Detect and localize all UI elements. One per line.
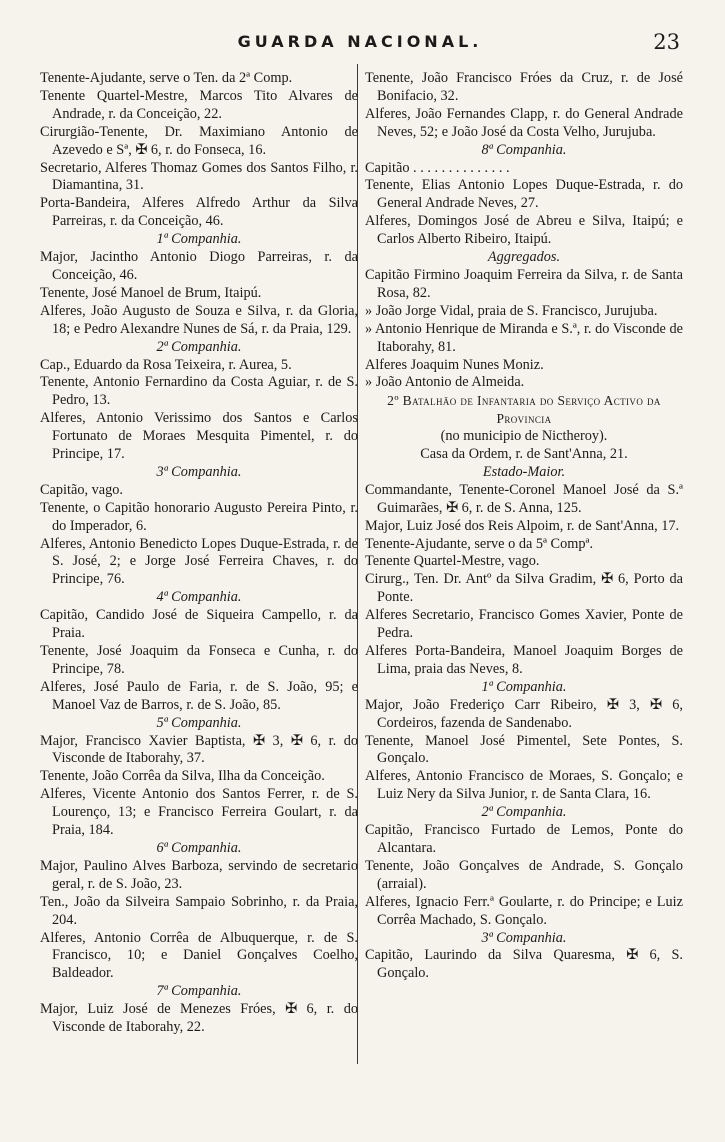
directory-entry: » João Jorge Vidal, praia de S. Francisco, Jurujuba. <box>365 302 658 319</box>
section-heading: 2ª Companhia. <box>156 338 242 355</box>
directory-entry: Alferes, Vicente Antonio dos Santos Ferrer, r. de S. Lourenço, 13; e Francisco Ferreira Goulart, r. da Praia, 184. <box>40 786 358 839</box>
directory-entry: Porta-Bandeira, Alferes Alfredo Arthur da Silva Parreiras, r. da Conceição, 46. <box>40 195 358 230</box>
directory-entry: Capitão, Laurindo da Silva Quaresma, ✠ 6, S. Gonçalo. <box>365 947 683 982</box>
section-heading: Aggregados. <box>487 249 561 266</box>
directory-entry: Tenente, Elias Antonio Lopes Duque-Estrada, r. do General Andrade Neves, 27. <box>365 177 683 212</box>
directory-entry: Commandante, Tenente-Coronel Manoel José da S.ª Guimarães, ✠ 6, r. de S. Anna, 125. <box>365 481 683 516</box>
directory-entry: Secretario, Alferes Thomaz Gomes dos Santos Filho, r. Diamantina, 31. <box>40 159 358 194</box>
directory-entry: Tenente-Ajudante, serve o da 5ª Compª. <box>365 535 594 552</box>
directory-entry: Tenente, José Manoel de Brum, Itaipú. <box>40 284 262 301</box>
left-column <box>40 70 358 1037</box>
directory-entry: Alferes, Antonio Benedicto Lopes Duque-Estrada, r. de S. José, 2; e Jorge José Ferreira Chaves, r. do Principe, 76. <box>40 535 358 588</box>
directory-entry: Cap., Eduardo da Rosa Teixeira, r. Aurea, 5. <box>40 356 292 373</box>
directory-entry: Alferes, Domingos José de Abreu e Silva, Itaipú; e Carlos Alberto Ribeiro, Itaipú. <box>365 213 683 248</box>
page-number: 23 <box>653 30 680 54</box>
directory-entry: Alferes, José Paulo de Faria, r. de S. João, 95; e Manoel Vaz de Barros, r. de S. João, 85. <box>40 678 358 713</box>
directory-entry: Alferes Porta-Bandeira, Manoel Joaquim Borges de Lima, praia das Neves, 8. <box>365 643 683 677</box>
directory-entry: Capitão, Candido José de Siqueira Campello, r. da Praia. <box>40 607 358 642</box>
directory-entry: Major, Jacintho Antonio Diogo Parreiras, r. da Conceição, 46. <box>40 249 358 283</box>
directory-entry: Tenente, Antonio Fernardino da Costa Aguiar, r. de S. Pedro, 13. <box>40 374 358 409</box>
section-heading: 5ª Companhia. <box>156 714 242 731</box>
directory-entry: Major, Luiz José de Menezes Fróes, ✠ 6, r. do Visconde de Itaborahy, 22. <box>40 1001 358 1036</box>
directory-entry: Major, Luiz José dos Reis Alpoim, r. de Sant'Anna, 17. <box>365 517 680 534</box>
directory-entry: Major, Paulino Alves Barboza, servindo de secretario geral, r. de S. João, 23. <box>40 857 358 892</box>
page-header <box>40 30 680 60</box>
directory-entry: Major, João Frederiço Carr Ribeiro, ✠ 3, ✠ 6, Cordeiros, fazenda de Sandenabo. <box>365 696 683 731</box>
directory-entry: Tenente, o Capitão honorario Augusto Pereira Pinto, r. do Imperador, 6. <box>40 499 358 534</box>
directory-entry: Alferes Secretario, Francisco Gomes Xavier, Ponte de Pedra. <box>365 607 683 642</box>
directory-entry: Ten., João da Silveira Sampaio Sobrinho, r. da Praia, 204. <box>40 893 358 928</box>
battalion-heading: 2º Batalhão de Infantaria do Serviço Activo da Provincia <box>387 393 661 427</box>
directory-entry: » Antonio Henrique de Miranda e S.ª, r. do Visconde de Itaborahy, 81. <box>365 320 683 355</box>
directory-entry: Alferes, Antonio Francisco de Moraes, S. Gonçalo; e Luiz Nery da Silva Junior, r. de Santa Clara, 16. <box>365 768 683 803</box>
section-heading: 3ª Companhia. <box>481 929 567 946</box>
section-heading: 8ª Companhia. <box>481 141 567 158</box>
centered-note: Casa da Ordem, r. de Sant'Anna, 21. <box>420 446 628 463</box>
directory-entry: Tenente, Manoel José Pimentel, Sete Pontes, S. Gonçalo. <box>365 732 683 767</box>
directory-entry: Major, Francisco Xavier Baptista, ✠ 3, ✠ 6, r. do Visconde de Itaborahy, 37. <box>40 732 358 767</box>
running-title: GUARDA NACIONAL. <box>237 32 483 51</box>
directory-entry: Alferes, João Fernandes Clapp, r. do General Andrade Neves, 52; e João José da Costa Velho, Jurujuba. <box>365 105 683 140</box>
directory-entry: Cirurg., Ten. Dr. Antº da Silva Gradim, ✠ 6, Porto da Ponte. <box>365 571 683 606</box>
directory-entry: Capitão, Francisco Furtado de Lemos, Ponte do Alcantara. <box>365 822 683 856</box>
directory-entry: Alferes, Ignacio Ferr.ª Goularte, r. do Principe; e Luiz Corrêa Machado, S. Gonçalo. <box>365 893 683 928</box>
directory-entry: Cirurgião-Tenente, Dr. Maximiano Antonio de Azevedo e Sª, ✠ 6, r. do Fonseca, 16. <box>40 123 358 158</box>
directory-entry: Tenente, João Corrêa da Silva, Ilha da Conceição. <box>40 768 325 785</box>
directory-entry: Alferes, João Augusto de Souza e Silva, r. da Gloria, 18; e Pedro Alexandre Nunes de Sá, r. da Praia, 129. <box>40 302 358 337</box>
section-heading: Estado-Maior. <box>482 463 566 480</box>
directory-entry: Alferes, Antonio Corrêa de Albuquerque, r. de S. Francisco, 10; e Daniel Gonçalves Coelho, Baldeador. <box>40 929 358 982</box>
directory-entry: Alferes Joaquim Nunes Moniz. <box>365 356 544 373</box>
directory-entry: » João Antonio de Almeida. <box>365 374 525 391</box>
directory-entry: Tenente, João Gonçalves de Andrade, S. Gonçalo (arraial). <box>365 857 683 892</box>
directory-entry: Tenente, João Francisco Fróes da Cruz, r. de José Bonifacio, 32. <box>365 70 683 104</box>
directory-entry: Alferes, Antonio Verissimo dos Santos e Carlos Fortunato de Moraes Mesquita Pimentel, r. do Principe, 17. <box>40 410 358 463</box>
directory-entry: Capitão, vago. <box>40 481 123 498</box>
right-column <box>365 70 683 983</box>
directory-entry: Capitão . . . . . . . . . . . . . . <box>365 159 510 176</box>
directory-entry: Tenente Quartel-Mestre, vago. <box>365 553 540 570</box>
directory-entry: Tenente Quartel-Mestre, Marcos Tito Alvares de Andrade, r. da Conceição, 22. <box>40 87 358 122</box>
directory-entry: Tenente-Ajudante, serve o Ten. da 2ª Comp. <box>40 70 293 86</box>
section-heading: 7ª Companhia. <box>156 983 242 1000</box>
centered-note: (no municipio de Nictheroy). <box>440 428 608 445</box>
section-heading: 3ª Companhia. <box>156 463 242 480</box>
section-heading: 1ª Companhia. <box>156 231 242 248</box>
section-heading: 2ª Companhia. <box>481 804 567 821</box>
section-heading: 4ª Companhia. <box>156 589 242 606</box>
directory-entry: Tenente, José Joaquim da Fonseca e Cunha, r. do Principe, 78. <box>40 643 358 677</box>
section-heading: 6ª Companhia. <box>156 839 242 856</box>
directory-entry: Capitão Firmino Joaquim Ferreira da Silva, r. de Santa Rosa, 82. <box>365 266 683 301</box>
section-heading: 1ª Companhia. <box>481 678 567 695</box>
